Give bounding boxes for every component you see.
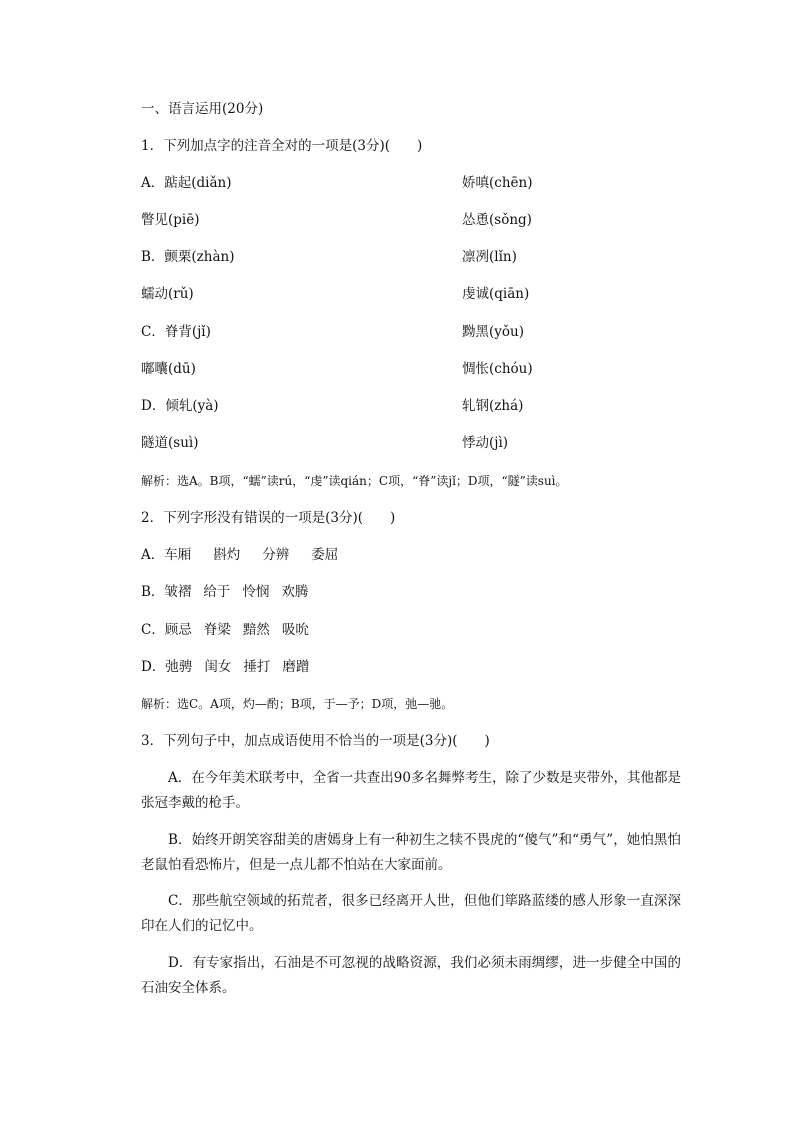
q3-option-b: B．始终开朗笑容甜美的唐嫣身上有一种初生之犊不畏虎的“傻气”和“勇气”，她怕黑怕老鼠怕看恐怖片，但是一点儿都不怕站在大家面前。 <box>141 832 681 873</box>
q1-row-8-left: 隧道(suì) <box>141 435 199 451</box>
q2-option-letter: C． <box>141 622 165 638</box>
q1-row-5-right: 黝黑(yǒu) <box>462 324 524 340</box>
q1-row-2-right: 怂恿(sǒng) <box>462 212 532 228</box>
q2-word: 弛骋 <box>165 659 193 675</box>
q3-stem: 3．下列句子中，加点成语使用不恰当的一项是(3分)( ) <box>141 733 490 749</box>
q2-option-b <box>141 583 320 601</box>
q2-option-letter: A． <box>141 547 165 563</box>
q1-row-3-right: 凛冽(lǐn) <box>462 249 517 265</box>
q2-word: 分辨 <box>262 547 290 563</box>
q1-row-5-left: C．脊背(jǐ) <box>141 324 211 340</box>
q2-word: 给于 <box>203 584 231 600</box>
q3-option-d: D．有专家指出，石油是不可忽视的战略资源，我们必须未雨绸缪，进一步健全中国的石油安全体系。 <box>141 955 681 996</box>
q1-row-6-right: 惆怅(chóu) <box>462 361 533 377</box>
q2-option-letter: B． <box>141 584 165 600</box>
q2-word: 车厢 <box>164 547 192 563</box>
q2-analysis: 解析：选C。A项，灼—酌；B项，于—予；D项，弛—驰。 <box>141 697 454 711</box>
q1-row-6-left: 嘟囔(dū) <box>141 361 196 377</box>
q2-word: 捶打 <box>243 659 271 675</box>
q2-word: 吸吮 <box>281 622 309 638</box>
q1-row-3-left: B．颤栗(zhàn) <box>141 249 235 265</box>
q2-word: 顾忌 <box>164 622 192 638</box>
q1-row-7-left: D．倾轧(yà) <box>141 398 219 414</box>
q2-word: 欢腾 <box>281 584 309 600</box>
q2-option-d <box>141 658 321 676</box>
q1-row-1-left: A．踮起(diǎn) <box>141 175 232 191</box>
q3-option-a: A．在今年美术联考中，全省一共查出90多名舞弊考生，除了少数是夹带外，其他都是张冠李戴的枪手。 <box>141 770 681 811</box>
q2-word: 黯然 <box>242 622 270 638</box>
q2-word: 怜悯 <box>242 584 270 600</box>
q2-option-letter: D． <box>141 659 166 675</box>
q2-word: 闺女 <box>204 659 232 675</box>
q1-row-4-left: 蠕动(rǔ) <box>141 286 194 302</box>
section-title: 一、语言运用(20分) <box>141 101 264 117</box>
q1-stem: 1．下列加点字的注音全对的一项是(3分)( ) <box>141 138 423 154</box>
q2-word: 皱褶 <box>164 584 192 600</box>
q2-option-c <box>141 621 321 639</box>
q2-stem: 2．下列字形没有错误的一项是(3分)( ) <box>141 510 396 526</box>
q1-row-4-right: 虔诚(qiān) <box>462 286 530 302</box>
q1-row-7-right: 轧钢(zhá) <box>462 398 524 414</box>
q2-option-a <box>141 546 360 564</box>
q1-row-1-right: 娇嗔(chēn) <box>462 175 533 191</box>
q1-row-2-left: 瞥见(piē) <box>141 212 200 228</box>
q2-word: 斟灼 <box>213 547 241 563</box>
q2-word: 委屈 <box>311 547 339 563</box>
q1-row-8-right: 悸动(jì) <box>462 435 509 451</box>
q3-option-c: C．那些航空领域的拓荒者，很多已经离开人世，但他们筚路蓝缕的感人形象一直深深印在人们的记忆中。 <box>141 893 681 934</box>
q2-word: 脊梁 <box>203 622 231 638</box>
q2-word: 磨蹭 <box>282 659 310 675</box>
q1-analysis: 解析：选A。B项，“蠕”读rú，“虔”读qián；C项，“脊”读jǐ；D项，“隧”读suì。 <box>141 474 568 488</box>
